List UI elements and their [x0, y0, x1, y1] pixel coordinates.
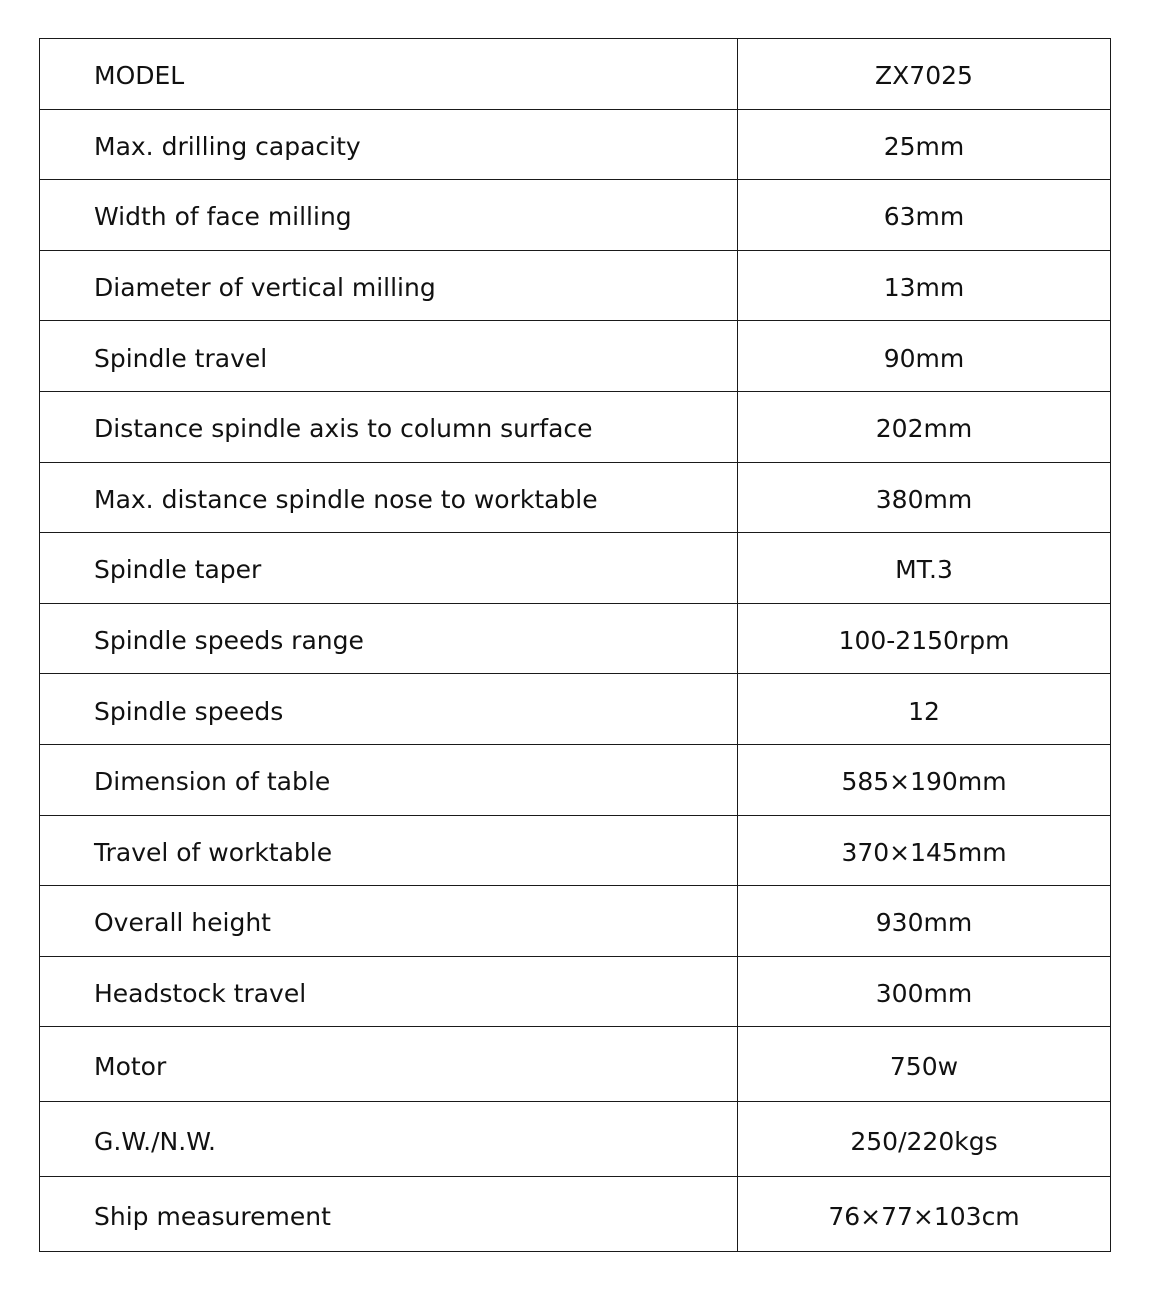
spec-value: 63mm — [738, 180, 1111, 251]
table-row — [40, 250, 1111, 321]
spec-label: Spindle travel — [40, 321, 738, 392]
table-row — [40, 109, 1111, 180]
table-row — [40, 533, 1111, 604]
table-row — [40, 603, 1111, 674]
spec-value: 300mm — [738, 956, 1111, 1027]
spec-value: 250/220kgs — [738, 1102, 1111, 1177]
spec-label: Width of face milling — [40, 180, 738, 251]
spec-value: 370×145mm — [738, 815, 1111, 886]
spec-label: Distance spindle axis to column surface — [40, 391, 738, 462]
spec-value: 380mm — [738, 462, 1111, 533]
spec-label: Max. drilling capacity — [40, 109, 738, 180]
spec-value: 13mm — [738, 250, 1111, 321]
table-row — [40, 1177, 1111, 1252]
table-row — [40, 1102, 1111, 1177]
spec-value: 930mm — [738, 886, 1111, 957]
spec-value: 750w — [738, 1027, 1111, 1102]
table-row — [40, 391, 1111, 462]
spec-label: Spindle taper — [40, 533, 738, 604]
table-row — [40, 815, 1111, 886]
spec-value: 100-2150rpm — [738, 603, 1111, 674]
spec-label: Ship measurement — [40, 1177, 738, 1252]
table-row — [40, 321, 1111, 392]
table-row — [40, 744, 1111, 815]
table-row — [40, 674, 1111, 745]
spec-table — [39, 38, 1111, 1252]
table-row — [40, 462, 1111, 533]
table-row — [40, 956, 1111, 1027]
spec-label: G.W./N.W. — [40, 1102, 738, 1177]
spec-label: Spindle speeds — [40, 674, 738, 745]
spec-label: MODEL — [40, 39, 738, 110]
spec-label: Travel of worktable — [40, 815, 738, 886]
spec-label: Motor — [40, 1027, 738, 1102]
spec-label: Max. distance spindle nose to worktable — [40, 462, 738, 533]
table-row — [40, 886, 1111, 957]
spec-label: Headstock travel — [40, 956, 738, 1027]
spec-value: 25mm — [738, 109, 1111, 180]
table-row — [40, 180, 1111, 251]
spec-label: Overall height — [40, 886, 738, 957]
spec-value: ZX7025 — [738, 39, 1111, 110]
spec-label: Diameter of vertical milling — [40, 250, 738, 321]
spec-label: Spindle speeds range — [40, 603, 738, 674]
spec-value: 76×77×103cm — [738, 1177, 1111, 1252]
spec-value: 202mm — [738, 391, 1111, 462]
spec-value: 90mm — [738, 321, 1111, 392]
table-row — [40, 1027, 1111, 1102]
spec-value: 12 — [738, 674, 1111, 745]
spec-label: Dimension of table — [40, 744, 738, 815]
table-row — [40, 39, 1111, 110]
spec-value: 585×190mm — [738, 744, 1111, 815]
spec-value: MT.3 — [738, 533, 1111, 604]
